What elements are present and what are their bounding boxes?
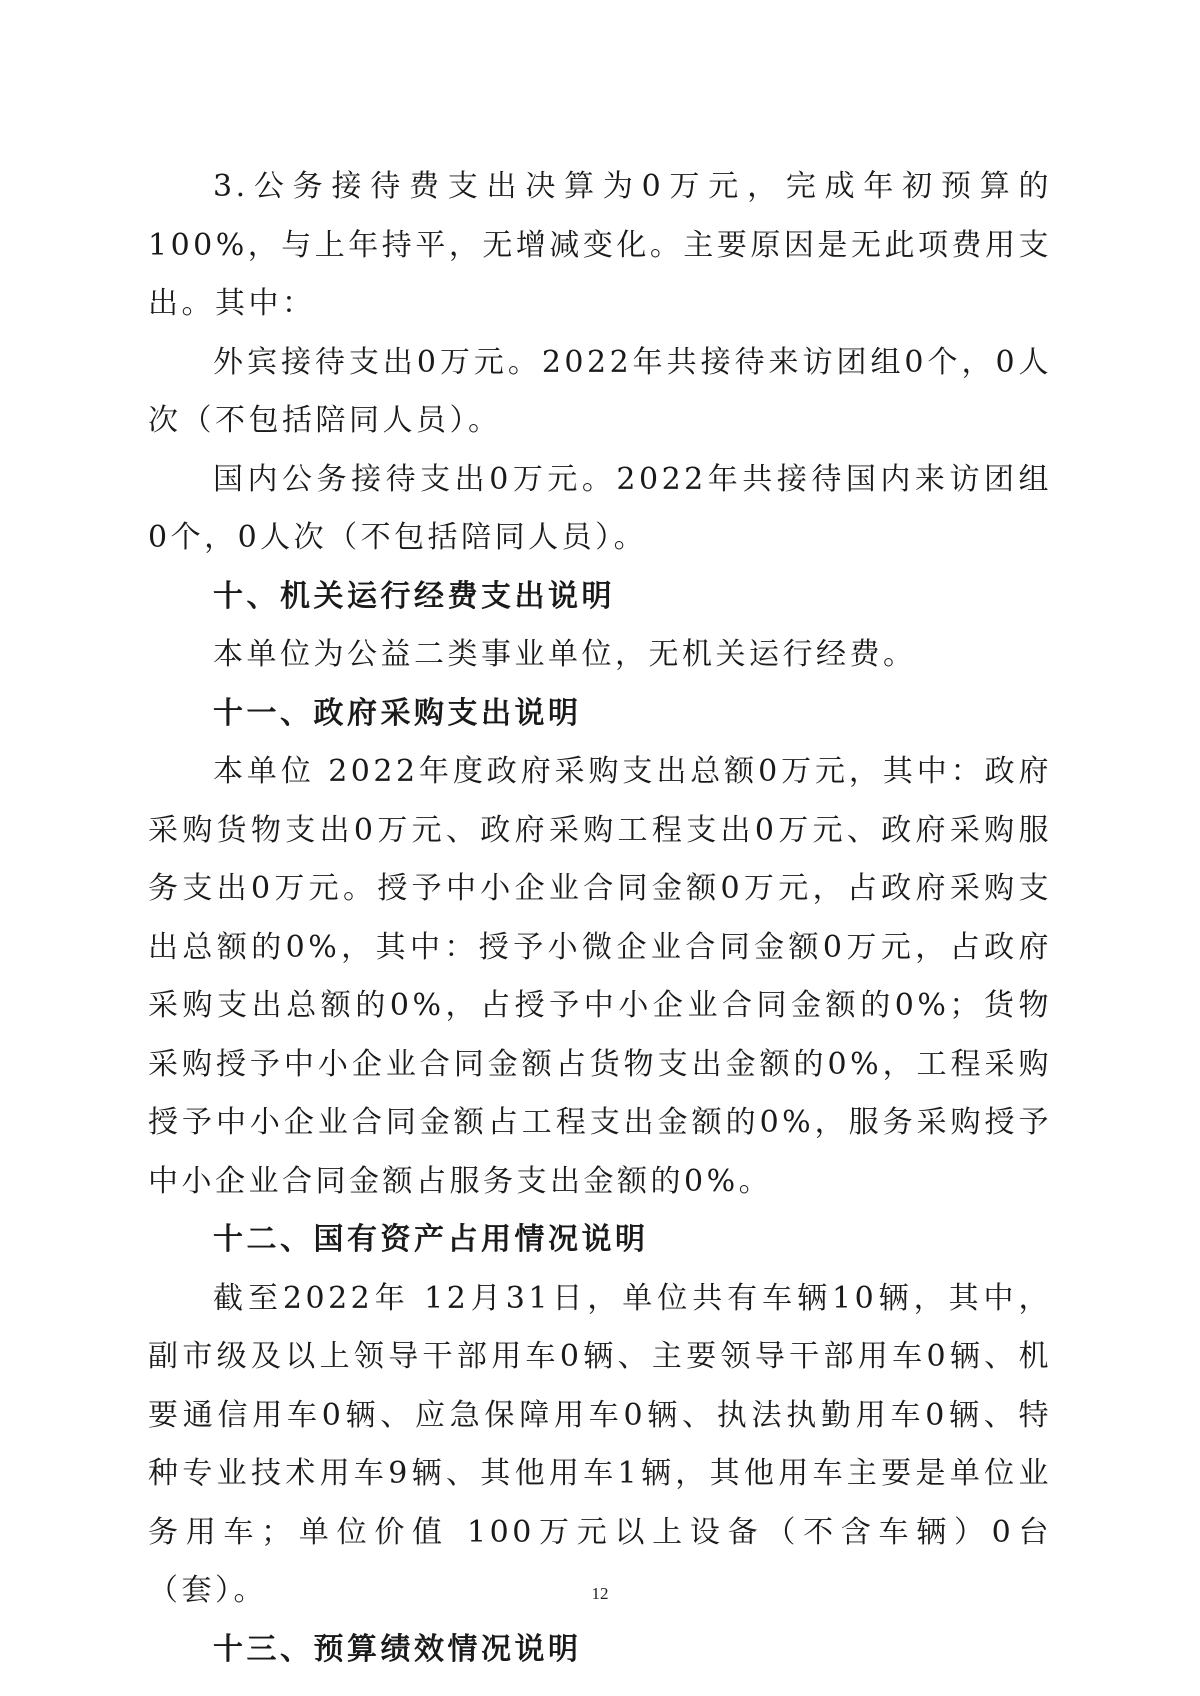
paragraph-state-assets: 截至2022年 12月31日，单位共有车辆10辆，其中，副市级及以上领导干部用车0辆、主要领导干部用车0辆、机要通信用车0辆、应急保障用车0辆、执法执勤用车0辆、特种专业技术用车9辆、其他用车1辆，其他用车主要是单位业务用车；单位价值 100万元以上设备（不含车辆）0台（套）。 — [148, 1280, 1052, 1608]
paragraph-operating-expense: 本单位为公益二类事业单位，无机关运行经费。 — [213, 637, 917, 672]
section-heading-10: 十、机关运行经费支出说明 — [213, 578, 615, 614]
section-heading-13: 十三、预算绩效情况说明 — [213, 1631, 582, 1667]
section-heading-12: 十二、国有资产占用情况说明 — [213, 1222, 649, 1257]
paragraph-reception-expense: 3.公务接待费支出决算为0万元，完成年初预算的100%，与上年持平，无增减变化。主要原因是无此项费用支出。其中： — [148, 169, 1052, 321]
paragraph-procurement: 本单位 2022年度政府采购支出总额0万元，其中：政府采购货物支出0万元、政府采购工程支出0万元、政府采购服务支出0万元。授予中小企业合同金额0万元，占政府采购支出总额的0%，其中：授予小微企业合同金额0万元，占政府采购支出总额的0%，占授予中小企业合同金额的0%；货物采购授予中小企业合同金额占货物支出金额的0%，工程采购授予中小企业合同金额占工程支出金额的0%，服务采购授予中小企业合同金额占服务支出金额的0%。 — [148, 754, 1052, 1199]
section-heading-11: 十一、政府采购支出说明 — [213, 695, 582, 731]
page-number: 12 — [591, 1584, 609, 1603]
paragraph-domestic-reception: 国内公务接待支出0万元。2022年共接待国内来访团组0个，0人次（不包括陪同人员）。 — [148, 461, 1052, 555]
paragraph-foreign-reception: 外宾接待支出0万元。2022年共接待来访团组0个，0人次（不包括陪同人员）。 — [148, 344, 1052, 438]
document-body — [148, 158, 1052, 1679]
